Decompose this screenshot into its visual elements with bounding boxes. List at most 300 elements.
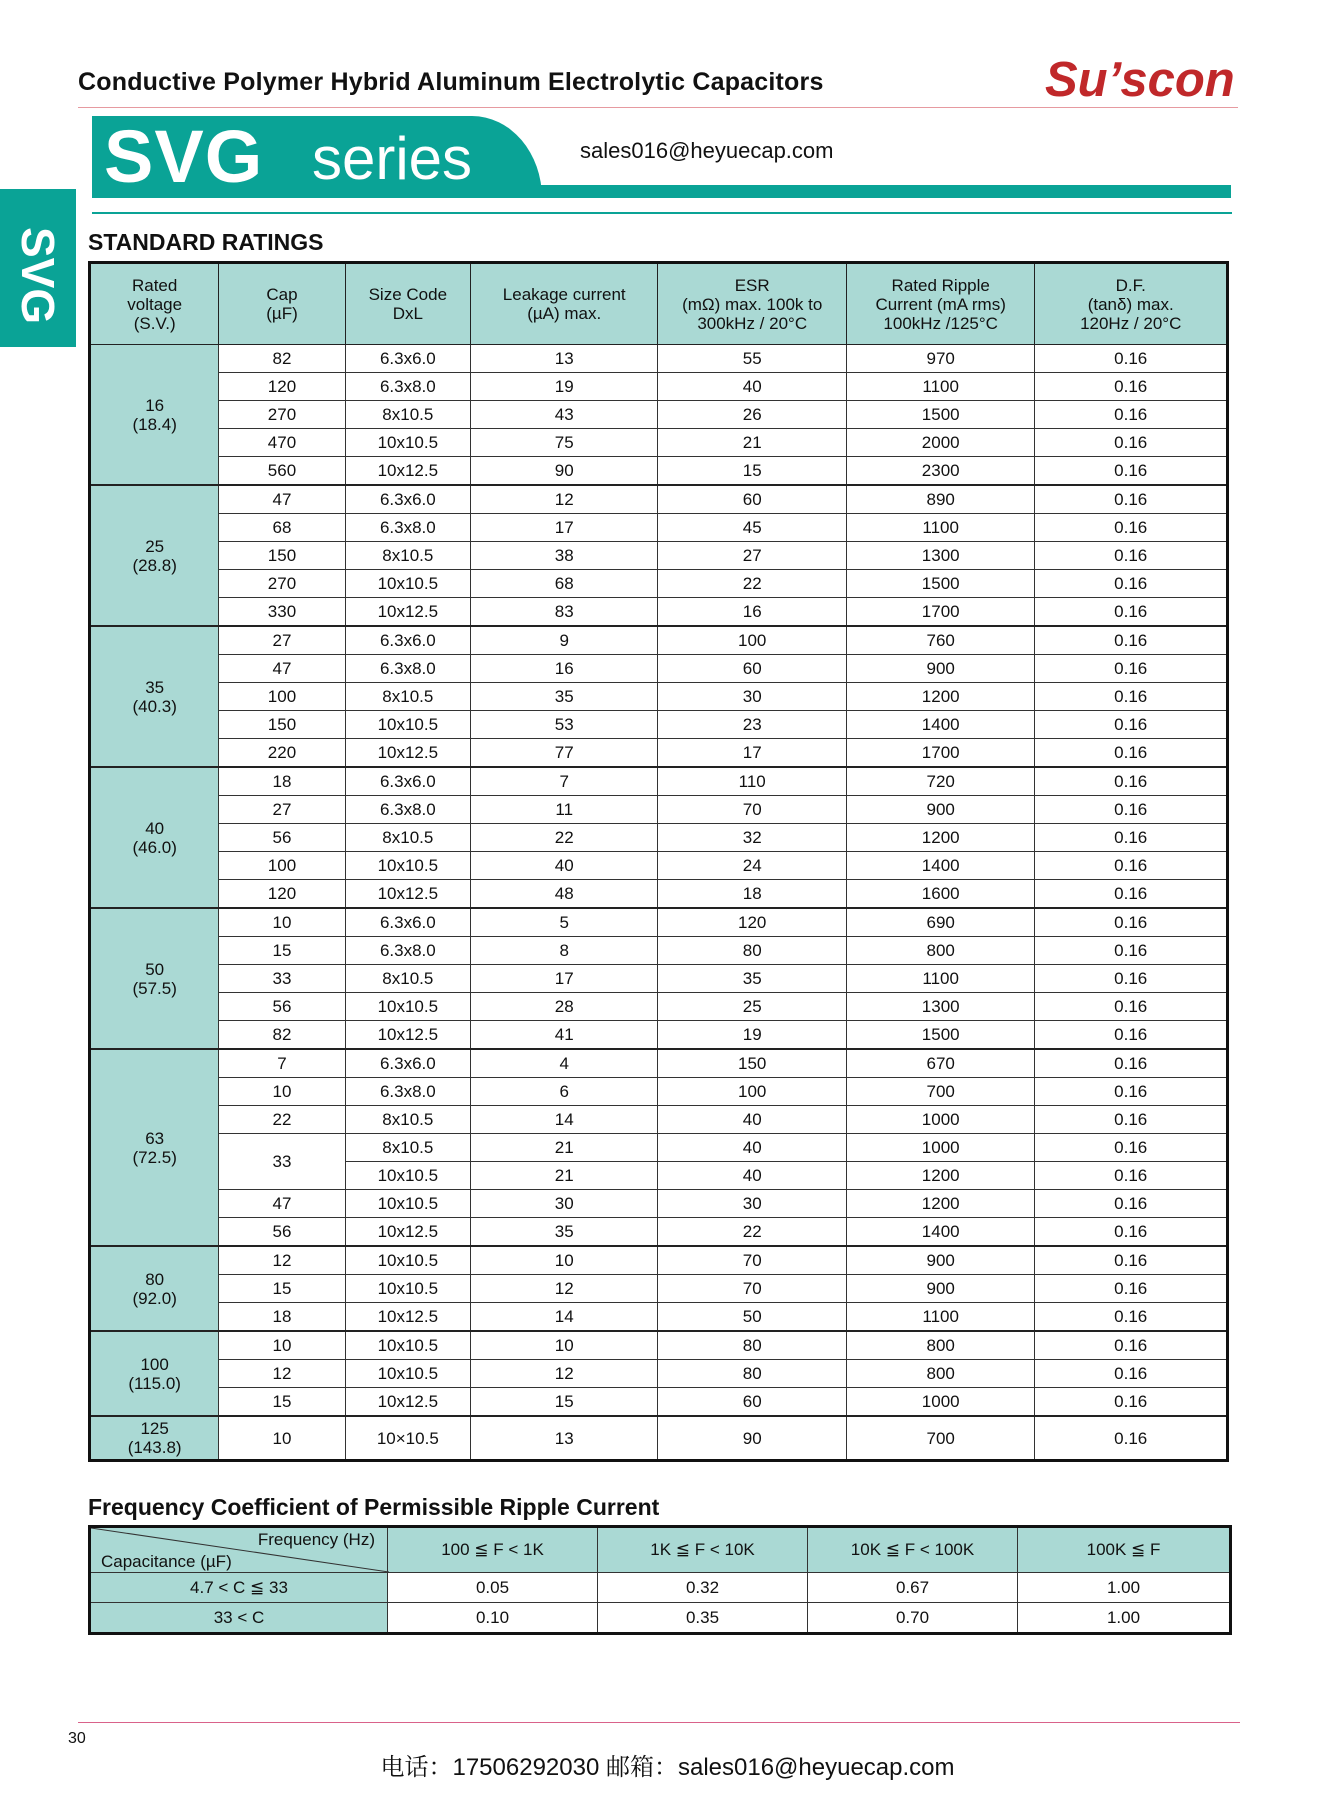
freq-value: 0.05	[388, 1573, 598, 1603]
table-row	[90, 626, 1228, 655]
leakage-cell: 12	[470, 1275, 657, 1303]
cap-cell: 10	[219, 908, 345, 937]
df-cell: 0.16	[1035, 1388, 1228, 1417]
table-row	[90, 542, 1228, 570]
size-cell: 10x12.5	[345, 598, 470, 627]
brand-logo: Su’scon	[1045, 53, 1235, 107]
table-row	[90, 514, 1228, 542]
col-header-cap: Cap (µF)	[219, 263, 345, 345]
esr-cell: 100	[658, 626, 846, 655]
cap-cell: 10	[219, 1416, 345, 1461]
freq-value: 0.70	[808, 1603, 1018, 1634]
ripple-cell: 760	[846, 626, 1034, 655]
size-cell: 10x12.5	[345, 1218, 470, 1247]
standard-ratings-title: STANDARD RATINGS	[88, 229, 324, 255]
table-row	[90, 1275, 1228, 1303]
size-cell: 6.3x8.0	[345, 796, 470, 824]
df-cell: 0.16	[1035, 514, 1228, 542]
cap-cell: 22	[219, 1106, 345, 1134]
size-cell: 8x10.5	[345, 965, 470, 993]
freq-value: 1.00	[1018, 1603, 1231, 1634]
size-cell: 8x10.5	[345, 824, 470, 852]
ripple-cell: 1100	[846, 373, 1034, 401]
leakage-cell: 21	[470, 1134, 657, 1162]
freq-col-header: 10K ≦ F < 100K	[808, 1527, 1018, 1573]
cap-cell: 33	[219, 965, 345, 993]
rated-voltage-cell: 80 (92.0)	[90, 1246, 219, 1331]
table-row	[90, 429, 1228, 457]
esr-cell: 30	[658, 683, 846, 711]
leakage-cell: 9	[470, 626, 657, 655]
table-row	[90, 1218, 1228, 1247]
rated-voltage-cell: 63 (72.5)	[90, 1049, 219, 1246]
rated-voltage-cell: 40 (46.0)	[90, 767, 219, 908]
table-row	[90, 1134, 1228, 1162]
esr-cell: 60	[658, 1388, 846, 1417]
table-row	[90, 965, 1228, 993]
ripple-cell: 1400	[846, 852, 1034, 880]
esr-cell: 70	[658, 796, 846, 824]
ripple-cell: 1100	[846, 965, 1034, 993]
leakage-cell: 13	[470, 345, 657, 373]
ripple-cell: 1700	[846, 598, 1034, 627]
cap-cell: 120	[219, 373, 345, 401]
ripple-cell: 720	[846, 767, 1034, 796]
freq-corner-cell	[90, 1527, 388, 1573]
freq-row	[90, 1573, 1231, 1603]
esr-cell: 26	[658, 401, 846, 429]
esr-cell: 17	[658, 739, 846, 768]
size-cell: 8x10.5	[345, 401, 470, 429]
size-cell: 6.3x8.0	[345, 937, 470, 965]
cap-cell: 82	[219, 345, 345, 373]
table-row	[90, 485, 1228, 514]
cap-cell: 330	[219, 598, 345, 627]
col-header-size: Size Code DxL	[345, 263, 470, 345]
df-cell: 0.16	[1035, 880, 1228, 909]
size-cell: 10x10.5	[345, 1246, 470, 1275]
cap-cell: 560	[219, 457, 345, 486]
table-row	[90, 824, 1228, 852]
esr-cell: 40	[658, 1134, 846, 1162]
esr-cell: 120	[658, 908, 846, 937]
leakage-cell: 12	[470, 485, 657, 514]
ripple-cell: 1600	[846, 880, 1034, 909]
df-cell: 0.16	[1035, 1190, 1228, 1218]
leakage-cell: 6	[470, 1078, 657, 1106]
size-cell: 6.3x8.0	[345, 1078, 470, 1106]
standard-ratings-table	[88, 261, 1229, 1462]
cap-cell: 56	[219, 824, 345, 852]
size-cell: 6.3x6.0	[345, 345, 470, 373]
size-cell: 10x12.5	[345, 739, 470, 768]
ripple-cell: 890	[846, 485, 1034, 514]
ripple-cell: 900	[846, 1275, 1034, 1303]
freq-col-header: 1K ≦ F < 10K	[598, 1527, 808, 1573]
ripple-cell: 1200	[846, 683, 1034, 711]
size-cell: 8x10.5	[345, 542, 470, 570]
ripple-cell: 1300	[846, 993, 1034, 1021]
ripple-cell: 800	[846, 937, 1034, 965]
rated-voltage-cell: 100 (115.0)	[90, 1331, 219, 1416]
cap-cell: 56	[219, 993, 345, 1021]
leakage-cell: 15	[470, 1388, 657, 1417]
leakage-cell: 12	[470, 1360, 657, 1388]
size-cell: 10x12.5	[345, 457, 470, 486]
side-tab-label: SVG	[12, 227, 64, 325]
cap-cell: 47	[219, 485, 345, 514]
leakage-cell: 8	[470, 937, 657, 965]
esr-cell: 150	[658, 1049, 846, 1078]
table-row	[90, 457, 1228, 486]
df-cell: 0.16	[1035, 965, 1228, 993]
size-cell: 10x12.5	[345, 1021, 470, 1050]
ripple-cell: 800	[846, 1360, 1034, 1388]
cap-cell: 12	[219, 1246, 345, 1275]
table-row	[90, 1360, 1228, 1388]
leakage-cell: 77	[470, 739, 657, 768]
table-row	[90, 1416, 1228, 1461]
col-header-ripple: Rated Ripple Current (mA rms) 100kHz /125°C	[846, 263, 1034, 345]
cap-cell: 18	[219, 767, 345, 796]
ripple-cell: 1300	[846, 542, 1034, 570]
ripple-cell: 670	[846, 1049, 1034, 1078]
size-cell: 10x10.5	[345, 711, 470, 739]
size-cell: 6.3x6.0	[345, 767, 470, 796]
footer-divider	[78, 1722, 1240, 1723]
leakage-cell: 7	[470, 767, 657, 796]
ripple-cell: 1200	[846, 1162, 1034, 1190]
freq-col-header: 100K ≦ F	[1018, 1527, 1231, 1573]
esr-cell: 55	[658, 345, 846, 373]
cap-cell: 15	[219, 1275, 345, 1303]
cap-cell: 220	[219, 739, 345, 768]
esr-cell: 80	[658, 1331, 846, 1360]
size-cell: 10x10.5	[345, 570, 470, 598]
freq-cap-range: 4.7 < C ≦ 33	[90, 1573, 388, 1603]
ripple-cell: 1400	[846, 711, 1034, 739]
table-row	[90, 739, 1228, 768]
table-row	[90, 880, 1228, 909]
ripple-cell: 970	[846, 345, 1034, 373]
leakage-cell: 17	[470, 514, 657, 542]
leakage-cell: 53	[470, 711, 657, 739]
df-cell: 0.16	[1035, 908, 1228, 937]
esr-cell: 25	[658, 993, 846, 1021]
leakage-cell: 4	[470, 1049, 657, 1078]
ripple-cell: 1100	[846, 1303, 1034, 1332]
table-row	[90, 570, 1228, 598]
table-row	[90, 1049, 1228, 1078]
df-cell: 0.16	[1035, 1246, 1228, 1275]
leakage-cell: 83	[470, 598, 657, 627]
df-cell: 0.16	[1035, 796, 1228, 824]
table-row	[90, 711, 1228, 739]
ripple-cell: 690	[846, 908, 1034, 937]
esr-cell: 19	[658, 1021, 846, 1050]
df-cell: 0.16	[1035, 711, 1228, 739]
leakage-cell: 21	[470, 1162, 657, 1190]
header-divider	[78, 107, 1238, 108]
size-cell: 10x12.5	[345, 880, 470, 909]
freq-header-row	[90, 1527, 1231, 1573]
table-row	[90, 796, 1228, 824]
esr-cell: 45	[658, 514, 846, 542]
table-row	[90, 1190, 1228, 1218]
esr-cell: 60	[658, 655, 846, 683]
ripple-cell: 1000	[846, 1388, 1034, 1417]
col-header-esr: ESR (mΩ) max. 100k to 300kHz / 20°C	[658, 263, 846, 345]
rated-voltage-cell: 125 (143.8)	[90, 1416, 219, 1461]
df-cell: 0.16	[1035, 1303, 1228, 1332]
leakage-cell: 11	[470, 796, 657, 824]
size-cell: 10x10.5	[345, 429, 470, 457]
leakage-cell: 68	[470, 570, 657, 598]
esr-cell: 80	[658, 937, 846, 965]
freq-value: 1.00	[1018, 1573, 1231, 1603]
df-cell: 0.16	[1035, 655, 1228, 683]
esr-cell: 40	[658, 373, 846, 401]
ripple-cell: 1200	[846, 1190, 1034, 1218]
ripple-cell: 1500	[846, 401, 1034, 429]
size-cell: 10x10.5	[345, 993, 470, 1021]
df-cell: 0.16	[1035, 542, 1228, 570]
table-row	[90, 1078, 1228, 1106]
esr-cell: 15	[658, 457, 846, 486]
table-header-row	[90, 263, 1228, 345]
df-cell: 0.16	[1035, 626, 1228, 655]
cap-cell: 27	[219, 796, 345, 824]
table-row	[90, 767, 1228, 796]
esr-cell: 40	[658, 1106, 846, 1134]
rated-voltage-cell: 16 (18.4)	[90, 345, 219, 486]
size-cell: 8x10.5	[345, 1106, 470, 1134]
leakage-cell: 14	[470, 1303, 657, 1332]
esr-cell: 16	[658, 598, 846, 627]
size-cell: 6.3x6.0	[345, 908, 470, 937]
ripple-cell: 900	[846, 655, 1034, 683]
df-cell: 0.16	[1035, 373, 1228, 401]
cap-cell: 150	[219, 711, 345, 739]
df-cell: 0.16	[1035, 767, 1228, 796]
df-cell: 0.16	[1035, 1162, 1228, 1190]
size-cell: 10x10.5	[345, 1275, 470, 1303]
df-cell: 0.16	[1035, 345, 1228, 373]
cap-cell: 120	[219, 880, 345, 909]
table-row	[90, 373, 1228, 401]
table-row	[90, 598, 1228, 627]
document-title: Conductive Polymer Hybrid Aluminum Electrolytic Capacitors	[78, 68, 824, 96]
table-row	[90, 908, 1228, 937]
leakage-cell: 90	[470, 457, 657, 486]
df-cell: 0.16	[1035, 1416, 1228, 1461]
leakage-cell: 43	[470, 401, 657, 429]
df-cell: 0.16	[1035, 1218, 1228, 1247]
df-cell: 0.16	[1035, 401, 1228, 429]
esr-cell: 40	[658, 1162, 846, 1190]
cap-cell: 15	[219, 1388, 345, 1417]
esr-cell: 110	[658, 767, 846, 796]
ripple-cell: 1500	[846, 570, 1034, 598]
frequency-coefficient-title: Frequency Coefficient of Permissible Ripple Current	[88, 1494, 660, 1520]
table-row	[90, 1021, 1228, 1050]
rated-voltage-cell: 35 (40.3)	[90, 626, 219, 767]
size-cell: 10x10.5	[345, 1162, 470, 1190]
ripple-cell: 1700	[846, 739, 1034, 768]
leakage-cell: 75	[470, 429, 657, 457]
df-cell: 0.16	[1035, 824, 1228, 852]
ripple-cell: 1400	[846, 1218, 1034, 1247]
table-row	[90, 655, 1228, 683]
esr-cell: 32	[658, 824, 846, 852]
freq-value: 0.10	[388, 1603, 598, 1634]
size-cell: 10x12.5	[345, 1303, 470, 1332]
esr-cell: 22	[658, 570, 846, 598]
df-cell: 0.16	[1035, 1331, 1228, 1360]
cap-cell: 150	[219, 542, 345, 570]
esr-cell: 70	[658, 1246, 846, 1275]
leakage-cell: 10	[470, 1246, 657, 1275]
esr-cell: 50	[658, 1303, 846, 1332]
table-row	[90, 1331, 1228, 1360]
series-code: SVG	[104, 115, 264, 198]
ripple-cell: 700	[846, 1078, 1034, 1106]
size-cell: 10x10.5	[345, 1360, 470, 1388]
leakage-cell: 10	[470, 1331, 657, 1360]
cap-cell: 68	[219, 514, 345, 542]
cap-cell: 56	[219, 1218, 345, 1247]
table-row	[90, 345, 1228, 373]
size-cell: 6.3x8.0	[345, 373, 470, 401]
size-cell: 6.3x8.0	[345, 514, 470, 542]
esr-cell: 18	[658, 880, 846, 909]
esr-cell: 27	[658, 542, 846, 570]
frequency-axis-label: Frequency (Hz)	[257, 1530, 375, 1549]
df-cell: 0.16	[1035, 457, 1228, 486]
ratings-body	[90, 345, 1228, 1461]
freq-row	[90, 1603, 1231, 1634]
freq-value: 0.32	[598, 1573, 808, 1603]
df-cell: 0.16	[1035, 485, 1228, 514]
df-cell: 0.16	[1035, 1078, 1228, 1106]
df-cell: 0.16	[1035, 683, 1228, 711]
table-row	[90, 1388, 1228, 1417]
cap-cell: 82	[219, 1021, 345, 1050]
ripple-cell: 900	[846, 1246, 1034, 1275]
table-row	[90, 1246, 1228, 1275]
cap-cell: 470	[219, 429, 345, 457]
cap-cell: 47	[219, 1190, 345, 1218]
size-cell: 10x10.5	[345, 1331, 470, 1360]
freq-value: 0.35	[598, 1603, 808, 1634]
leakage-cell: 22	[470, 824, 657, 852]
leakage-cell: 17	[470, 965, 657, 993]
capacitance-axis-label: Capacitance (µF)	[101, 1552, 232, 1571]
leakage-cell: 38	[470, 542, 657, 570]
df-cell: 0.16	[1035, 1049, 1228, 1078]
df-cell: 0.16	[1035, 1275, 1228, 1303]
freq-col-header: 100 ≦ F < 1K	[388, 1527, 598, 1573]
df-cell: 0.16	[1035, 852, 1228, 880]
ripple-cell: 1200	[846, 824, 1034, 852]
ripple-cell: 1000	[846, 1106, 1034, 1134]
size-cell: 10x12.5	[345, 1388, 470, 1417]
leakage-cell: 48	[470, 880, 657, 909]
table-row	[90, 852, 1228, 880]
size-cell: 10x10.5	[345, 852, 470, 880]
col-header-df: D.F. (tanδ) max. 120Hz / 20°C	[1035, 263, 1228, 345]
df-cell: 0.16	[1035, 1106, 1228, 1134]
table-row	[90, 1303, 1228, 1332]
esr-cell: 70	[658, 1275, 846, 1303]
size-cell: 10x10.5	[345, 1190, 470, 1218]
cap-cell: 270	[219, 401, 345, 429]
leakage-cell: 41	[470, 1021, 657, 1050]
esr-cell: 22	[658, 1218, 846, 1247]
esr-cell: 100	[658, 1078, 846, 1106]
header-email: sales016@heyuecap.com	[580, 138, 834, 163]
leakage-cell: 35	[470, 683, 657, 711]
footer-contact: 电话：17506292030 邮箱：sales016@heyuecap.com	[380, 1754, 955, 1781]
frequency-coefficient-table	[88, 1525, 1232, 1635]
size-cell: 6.3x6.0	[345, 1049, 470, 1078]
cap-cell: 7	[219, 1049, 345, 1078]
ripple-cell: 2000	[846, 429, 1034, 457]
cap-cell: 12	[219, 1360, 345, 1388]
df-cell: 0.16	[1035, 1360, 1228, 1388]
leakage-cell: 14	[470, 1106, 657, 1134]
cap-cell: 270	[219, 570, 345, 598]
freq-cap-range: 33 < C	[90, 1603, 388, 1634]
series-underline	[92, 212, 1232, 214]
rated-voltage-cell: 25 (28.8)	[90, 485, 219, 626]
cap-cell: 47	[219, 655, 345, 683]
size-cell: 6.3x8.0	[345, 655, 470, 683]
page-number: 30	[68, 1730, 86, 1747]
series-word: series	[312, 125, 473, 192]
table-row	[90, 937, 1228, 965]
leakage-cell: 30	[470, 1190, 657, 1218]
col-header-leakage: Leakage current (µA) max.	[470, 263, 657, 345]
leakage-cell: 5	[470, 908, 657, 937]
esr-cell: 24	[658, 852, 846, 880]
df-cell: 0.16	[1035, 598, 1228, 627]
cap-cell: 100	[219, 852, 345, 880]
cap-cell: 10	[219, 1078, 345, 1106]
ripple-cell: 1500	[846, 1021, 1034, 1050]
ripple-cell: 1100	[846, 514, 1034, 542]
cap-cell: 33	[219, 1134, 345, 1190]
esr-cell: 80	[658, 1360, 846, 1388]
esr-cell: 35	[658, 965, 846, 993]
table-row	[90, 401, 1228, 429]
ripple-cell: 2300	[846, 457, 1034, 486]
leakage-cell: 28	[470, 993, 657, 1021]
leakage-cell: 40	[470, 852, 657, 880]
cap-cell: 10	[219, 1331, 345, 1360]
size-cell: 8x10.5	[345, 683, 470, 711]
esr-cell: 30	[658, 1190, 846, 1218]
leakage-cell: 13	[470, 1416, 657, 1461]
table-row	[90, 683, 1228, 711]
leakage-cell: 35	[470, 1218, 657, 1247]
df-cell: 0.16	[1035, 937, 1228, 965]
cap-cell: 27	[219, 626, 345, 655]
ripple-cell: 1000	[846, 1134, 1034, 1162]
ripple-cell: 900	[846, 796, 1034, 824]
rated-voltage-cell: 50 (57.5)	[90, 908, 219, 1049]
col-header-voltage: Rated voltage (S.V.)	[90, 263, 219, 345]
